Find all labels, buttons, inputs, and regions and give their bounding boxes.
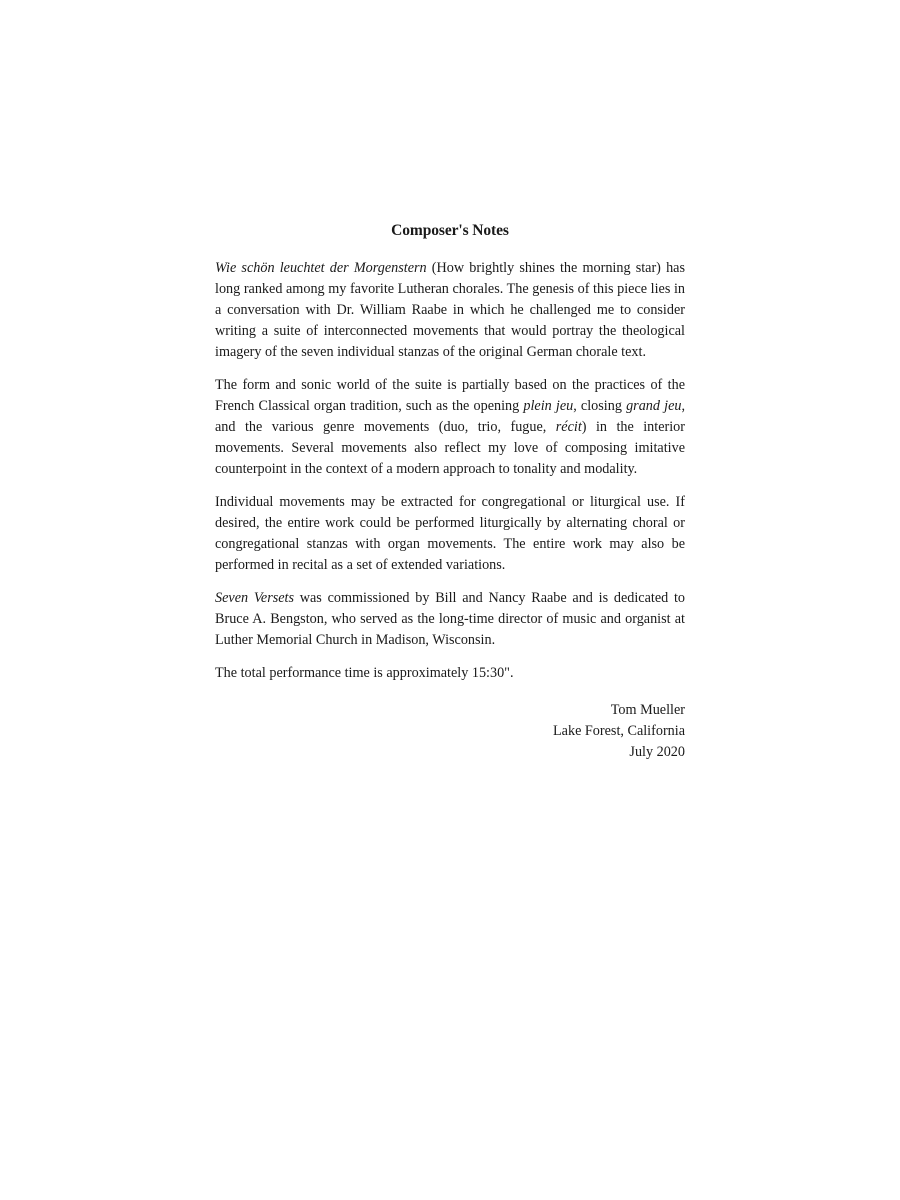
signature-name: Tom Mueller xyxy=(610,702,685,718)
paragraph-text: , and the various genre movements (duo, trio, fugue, xyxy=(215,398,686,435)
paragraph-text: was commissioned by Bill and Nancy Raabe and is dedicated to Bruce A. Bengston, who served as the long-time director of music and organist at Luther Memorial Church in Madison, Wisconsin. xyxy=(215,590,685,648)
paragraph-3 xyxy=(215,492,685,576)
signature-location: Lake Forest, California xyxy=(553,723,685,739)
paragraph-text: Individual movements may be extracted for congregational or liturgical use. If desired, the entire work could be performed liturgically by alternating choral or congregational stanzas with organ movements. The entire work may also be performed in recital as a set of extended variations. xyxy=(215,494,685,573)
signature-date: July 2020 xyxy=(629,744,685,760)
term-plein-jeu: plein jeu xyxy=(523,398,574,414)
paragraph-text: ) in the interior movements. Several movements also reflect my love of composing imitative counterpoint in the context of a modern approach to tonality and modality. xyxy=(215,419,685,477)
document-page xyxy=(215,222,685,763)
paragraph-1 xyxy=(215,258,685,363)
page-title: Composer's Notes xyxy=(391,222,509,239)
paragraph-4 xyxy=(215,588,685,651)
chorale-title-italic: Wie schön leuchtet der Morgenstern xyxy=(215,260,427,276)
paragraph-5 xyxy=(215,663,685,684)
paragraph-text: , closing xyxy=(573,398,627,414)
signature-block xyxy=(215,700,685,763)
paragraph-text: The total performance time is approximately 15:30". xyxy=(215,665,514,681)
paragraph-2 xyxy=(215,375,685,480)
notes-body xyxy=(215,258,685,684)
paragraph-text: The form and sonic world of the suite is partially based on the practices of the French Classical organ tradition, such as the opening xyxy=(215,377,685,414)
term-grand-jeu: grand jeu xyxy=(626,398,682,414)
term-recit: récit xyxy=(555,419,582,435)
paragraph-text: (How brightly shines the morning star) has long ranked among my favorite Lutheran chorales. The genesis of this piece lies in a conversation with Dr. William Raabe in which he challenged me to consider writing a suite of interconnected movements that would portray the theological imagery of the seven individual stanzas of the original German chorale text. xyxy=(215,260,685,360)
work-title-italic: Seven Versets xyxy=(215,590,295,606)
